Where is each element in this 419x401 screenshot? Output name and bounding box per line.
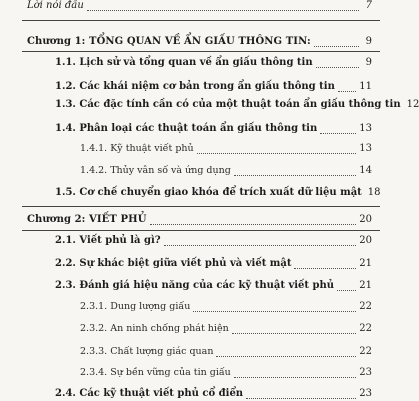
dot-leader <box>216 356 356 357</box>
toc-entry-page: 9 <box>365 57 372 68</box>
toc-entry-1-3 <box>55 98 419 112</box>
toc-entry-label: 2.4. Các kỹ thuật viết phủ cổ điển <box>55 388 244 399</box>
toc-entry-label: 1.3. Các đặc tính cần có của một thuật toán ẩn giấu thông tin <box>55 99 401 110</box>
dot-leader <box>150 224 357 225</box>
divider-line <box>22 51 380 52</box>
toc-entry-label: 2.3. Đánh giá hiệu năng của các kỹ thuật viết phủ <box>55 280 335 291</box>
toc-entry-2-3-3 <box>80 345 372 359</box>
dot-leader <box>246 398 356 399</box>
divider-line <box>22 206 380 207</box>
divider-line <box>22 230 380 231</box>
dot-leader <box>197 153 357 154</box>
toc-entry-1-2 <box>55 80 372 94</box>
toc-entry-page: 22 <box>359 301 372 312</box>
dot-leader <box>164 245 357 246</box>
toc-entry-label: 1.2. Các khái niệm cơ bản trong ẩn giấu thông tin <box>55 81 335 92</box>
toc-entry-label: 2.3.1. Dung lượng giấu <box>80 301 191 312</box>
toc-entry-page: 22 <box>359 346 372 357</box>
toc-entry-label: 2.2. Sự khác biệt giữa viết phủ và viết mật <box>55 258 292 269</box>
toc-entry-page: 7 <box>365 0 372 11</box>
toc-entry-label: 2.1. Viết phủ là gì? <box>55 235 161 246</box>
toc-entry-page: 11 <box>359 81 372 92</box>
toc-entry-1-4 <box>55 122 372 136</box>
toc-entry-label: 2.3.3. Chất lượng giác quan <box>80 346 214 357</box>
toc-entry-page: 20 <box>359 214 372 225</box>
toc-entry-2-2 <box>55 257 372 271</box>
toc-entry-page: 23 <box>359 367 372 378</box>
toc-entry-label: 1.4. Phân loại các thuật toán ẩn giấu thông tin <box>55 123 318 134</box>
toc-entry-label: 1.5. Cơ chế chuyển giao khóa để trích xuất dữ liệu mật <box>55 187 362 198</box>
toc-entry-label: 2.3.2. An ninh chống phát hiện <box>80 323 229 334</box>
toc-entry-2-1 <box>55 234 372 248</box>
toc-entry-page: 21 <box>359 280 372 291</box>
toc-entry-page: 14 <box>359 165 372 176</box>
toc-entry-2-3-1 <box>80 300 372 314</box>
dot-leader <box>338 91 356 92</box>
toc-entry-label: Lời nói đầu <box>27 0 84 11</box>
toc-entry-page: 13 <box>359 143 372 154</box>
toc-entry-page: 18 <box>367 187 381 198</box>
toc-entry-page: 12 <box>406 99 419 110</box>
toc-entry-label: 2.3.4. Sự bền vững của tin giấu <box>80 367 231 378</box>
toc-entry-2-4 <box>55 387 372 401</box>
toc-entry-chapter-1 <box>27 35 372 49</box>
toc-entry-page: 23 <box>359 388 372 399</box>
toc-entry-label: Chương 2: VIẾT PHỦ <box>27 214 147 225</box>
toc-entry-2-3 <box>55 279 372 293</box>
dot-leader <box>87 10 359 11</box>
dot-leader <box>234 175 356 176</box>
dot-leader <box>234 377 356 378</box>
dot-leader <box>193 311 356 312</box>
toc-entry-chapter-2 <box>27 213 372 227</box>
dot-leader <box>337 290 356 291</box>
toc-entry-page: 20 <box>359 235 372 246</box>
toc-entry-page: 13 <box>359 123 372 134</box>
toc-entry-1-1 <box>55 56 372 70</box>
toc-entry-page: 21 <box>359 258 372 269</box>
toc-entry-2-3-4 <box>80 366 372 380</box>
toc-entry-label: 1.4.2. Thủy vân số và ứng dụng <box>80 165 231 176</box>
toc-entry-page: 9 <box>365 36 372 47</box>
dot-leader <box>294 268 356 269</box>
dot-leader <box>232 333 357 334</box>
toc-entry-2-3-2 <box>80 322 372 336</box>
divider-line <box>22 20 380 21</box>
toc-entry-1-5 <box>55 186 381 200</box>
dot-leader <box>316 67 359 68</box>
dot-leader <box>320 133 356 134</box>
toc-entry-label: 1.4.1. Kỹ thuật viết phủ <box>80 143 194 154</box>
toc-entry-1-4-2 <box>80 164 372 178</box>
toc-entry-label: Chương 1: TỔNG QUAN VỀ ẨN GIẤU THÔNG TIN: <box>27 36 311 47</box>
toc-entry-page: 22 <box>359 323 372 334</box>
toc-entry-1-4-1 <box>80 142 372 156</box>
toc-entry-label: 1.1. Lịch sử và tổng quan về ẩn giấu thông tin <box>55 57 313 68</box>
dot-leader <box>314 46 359 47</box>
toc-entry-preface <box>27 0 372 13</box>
